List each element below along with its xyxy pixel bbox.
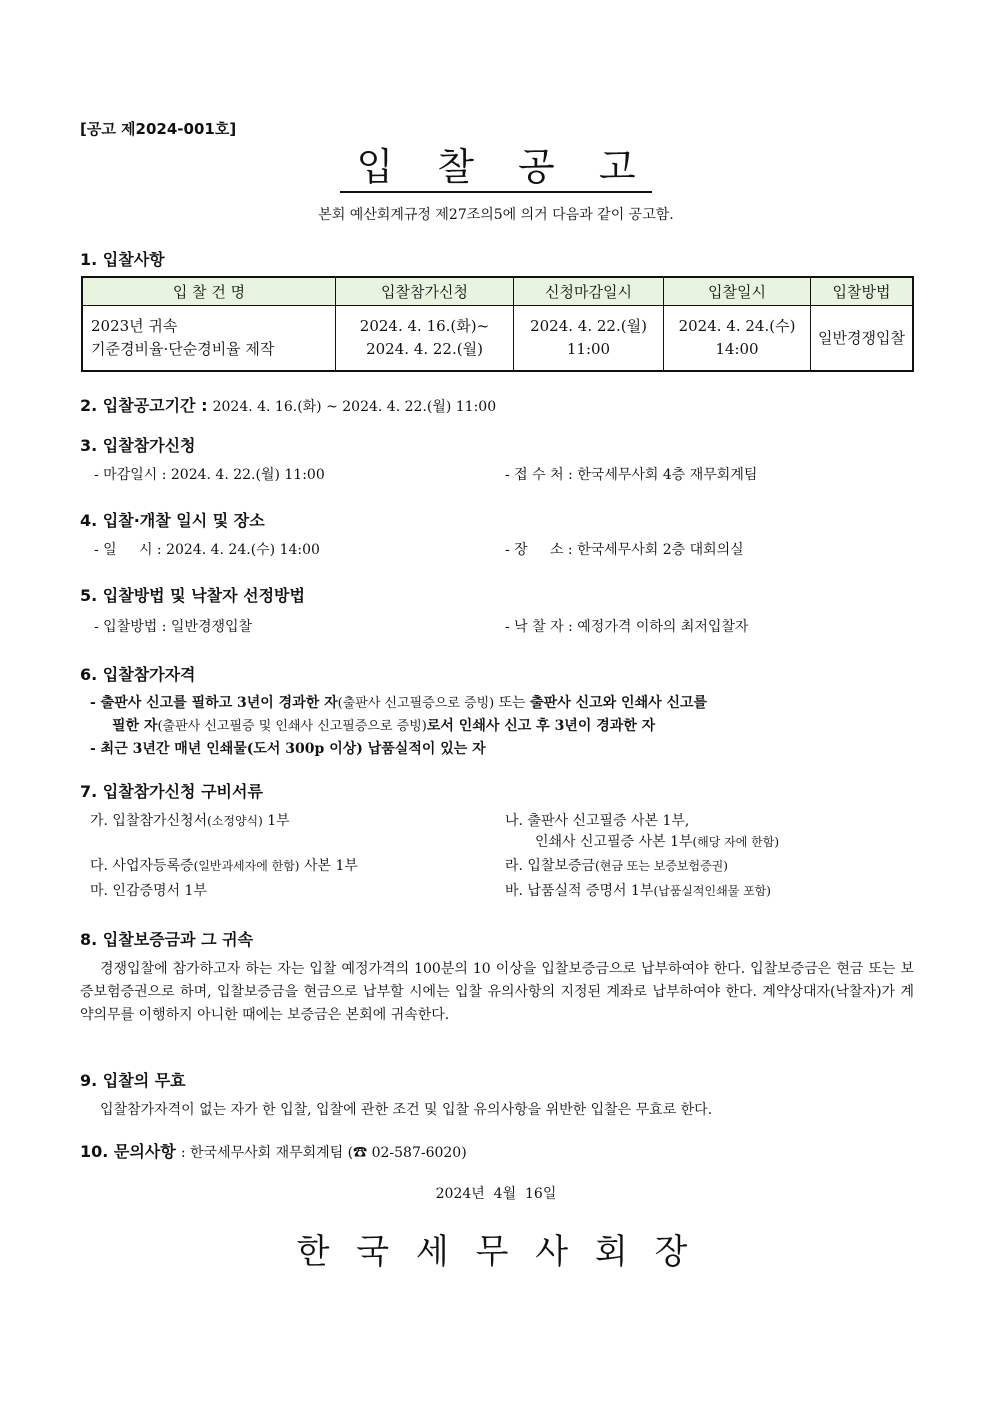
bid-name-line: 2023년 귀속 <box>91 317 178 335</box>
document-item-text: 바. 납품실적 증명서 1부 <box>505 883 654 899</box>
qualification-conj: 또는 <box>494 695 531 711</box>
document-item-note: (납품실적인쇄물 포함) <box>653 884 771 898</box>
section-8-heading: 8. 입찰보증금과 그 귀속 <box>80 930 254 949</box>
document-item-na: 나. 출판사 신고필증 사본 1부, <box>505 813 690 829</box>
issue-date: 2024년 4월 16일 <box>435 1186 557 1202</box>
document-item-da <box>90 855 358 875</box>
apply-period-cell <box>336 306 514 372</box>
section-10-value: : 한국세무사회 재무회계팀 (☎ 02-587-6020) <box>180 1145 467 1161</box>
bid-datetime-line: 2024. 4. 24.(수) <box>678 317 796 335</box>
table-header-cell: 신청마감일시 <box>514 277 664 306</box>
section-3-deadline: - 마감일시 : 2024. 4. 22.(월) 11:00 <box>94 467 325 483</box>
section-8-text: 경쟁입찰에 참가하고자 하는 자는 입찰 예정가격의 100분의 10 이상을 입찰보증금으로 납부하여야 한다. 입찰보증금은 현금 또는 보증보험증권으로 하며, 입찰보증금을 현금으로 납부할 시에는 입찰 유의사항의 지정된 계좌로 납부하여야 한다. 계약상대자(낙찰자)가 계약의무를 이행하지 아니한 때에는 보증금은 본회에 귀속한다. <box>80 961 914 1023</box>
table-header-cell: 입찰참가신청 <box>336 277 514 306</box>
document-item-ga <box>90 810 290 830</box>
section-10 <box>80 1139 467 1162</box>
bid-table <box>81 276 914 372</box>
document-item-note: (해당 자에 한함) <box>692 835 780 849</box>
bid-datetime-line: 14:00 <box>715 340 759 358</box>
section-10-heading: 10. 문의사항 <box>80 1142 176 1161</box>
document-title <box>0 136 992 191</box>
table-header-cell: 입찰방법 <box>811 277 914 306</box>
section-3-office: - 접 수 처 : 한국세무사회 4층 재무회계팀 <box>505 467 758 483</box>
document-item-na-2 <box>535 831 779 851</box>
section-2 <box>80 393 496 416</box>
qualification-line-3: - 최근 3년간 매년 인쇄물(도서 300p 이상) 납품실적이 있는 자 <box>90 741 486 757</box>
document-title-text: 입 찰 공 고 <box>340 145 651 193</box>
table-row <box>82 306 913 372</box>
document-item-ba <box>505 880 771 900</box>
deadline-cell <box>514 306 664 372</box>
section-9-text: 입찰참가자격이 없는 자가 한 입찰, 입찰에 관한 조건 및 입찰 유의사항을 위반한 입찰은 무효로 한다. <box>100 1102 713 1118</box>
qualification-note: (출판사 신고필증 및 인쇄사 신고필증으로 증빙) <box>157 719 427 734</box>
qualification-bold: 필한 자 <box>112 718 158 734</box>
qualification-bold: 로서 인쇄사 신고 후 3년이 경과한 자 <box>426 718 656 734</box>
notice-number: [공고 제2024-001호] <box>80 120 237 138</box>
bid-method-cell: 일반경쟁입찰 <box>811 306 914 372</box>
section-2-heading: 2. 입찰공고기간 : <box>80 396 208 415</box>
deadline-line: 2024. 4. 22.(월) <box>530 317 647 335</box>
qualification-line-2 <box>112 715 655 735</box>
apply-period-line: 2024. 4. 16.(화)~ <box>359 317 490 335</box>
document-item-note: (현금 또는 보증보험증권) <box>595 859 728 873</box>
section-4-heading: 4. 입찰·개찰 일시 및 장소 <box>80 511 265 530</box>
intro-text: 본회 예산회계규정 제27조의5에 의거 다음과 같이 공고함. <box>318 207 674 223</box>
document-item-text: 라. 입찰보증금 <box>505 858 596 874</box>
section-4-place: - 장 소 : 한국세무사회 2층 대회의실 <box>505 542 744 558</box>
section-6-heading: 6. 입찰참가자격 <box>80 665 196 684</box>
qualification-bold: 출판사 신고와 인쇄사 신고를 <box>530 695 708 711</box>
document-item-note: (일반과세자에 한함) <box>193 859 300 873</box>
table-header-cell: 입 찰 건 명 <box>82 277 336 306</box>
section-5-winner: - 낙 찰 자 : 예정가격 이하의 최저입찰자 <box>505 619 749 635</box>
qualification-line-1 <box>90 692 707 712</box>
table-header-cell: 입찰일시 <box>664 277 811 306</box>
section-2-value: 2024. 4. 16.(화) ~ 2024. 4. 22.(월) 11:00 <box>212 399 497 415</box>
bid-name-cell <box>82 306 336 372</box>
table-header-row <box>82 277 913 306</box>
document-item-text: 인쇄사 신고필증 사본 1부 <box>535 834 693 850</box>
section-5-heading: 5. 입찰방법 및 낙찰자 선정방법 <box>80 586 305 605</box>
deadline-line: 11:00 <box>566 340 611 358</box>
document-item-text: 다. 사업자등록증 <box>90 858 194 874</box>
bid-name-line: 기준경비율·단순경비율 제작 <box>91 340 275 358</box>
apply-period-line: 2024. 4. 22.(월) <box>366 340 483 358</box>
section-1-heading: 1. 입찰사항 <box>80 250 165 269</box>
section-5-method: - 입찰방법 : 일반경쟁입찰 <box>94 619 253 635</box>
section-4-datetime: - 일 시 : 2024. 4. 24.(수) 14:00 <box>94 542 320 558</box>
section-7-heading: 7. 입찰참가신청 구비서류 <box>80 782 263 801</box>
bid-datetime-cell <box>664 306 811 372</box>
qualification-bold: - 출판사 신고를 필하고 3년이 경과한 자 <box>90 695 338 711</box>
document-item-text: 1부 <box>262 813 290 829</box>
section-3-heading: 3. 입찰참가신청 <box>80 436 196 455</box>
section-9-heading: 9. 입찰의 무효 <box>80 1071 186 1090</box>
document-item-text: 사본 1부 <box>299 858 358 874</box>
document-item-text: 가. 입찰참가신청서 <box>90 813 208 829</box>
document-item-ra <box>505 855 728 875</box>
document-item-ma: 마. 인감증명서 1부 <box>90 883 207 899</box>
issuer-signature: 한 국 세 무 사 회 장 <box>296 1232 696 1272</box>
qualification-note: (출판사 신고필증으로 증빙) <box>337 696 495 711</box>
document-item-note: (소정양식) <box>207 814 263 828</box>
